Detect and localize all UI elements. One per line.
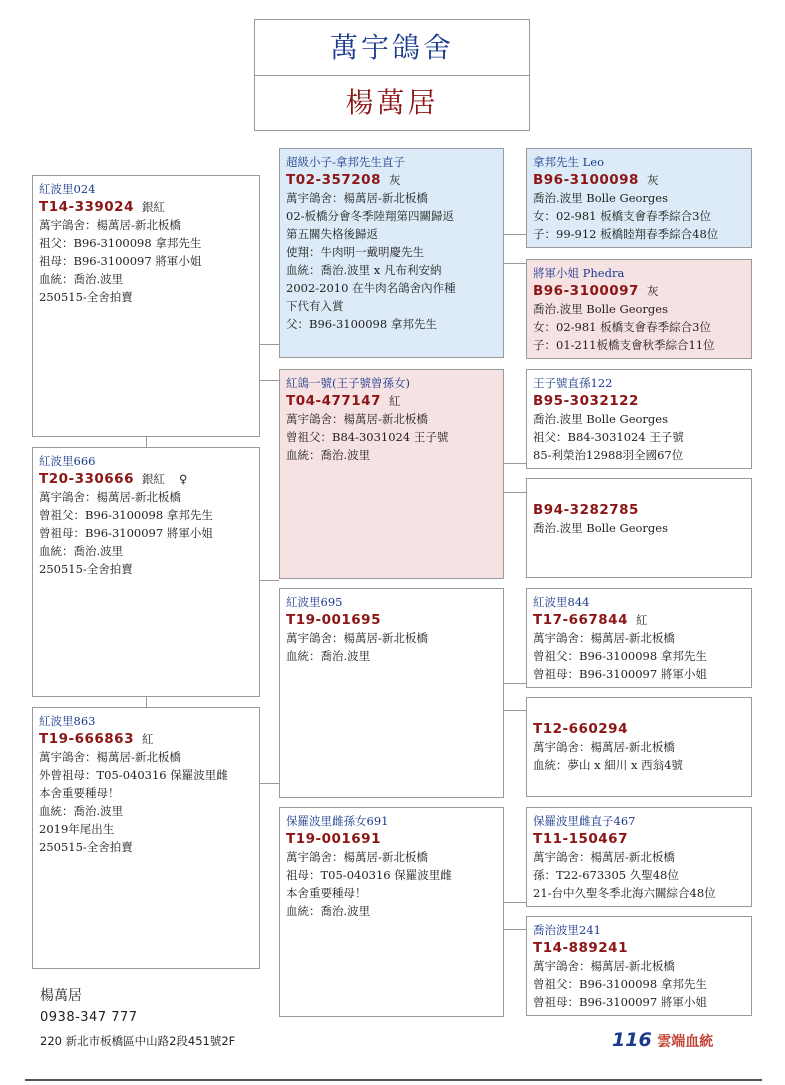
info-line: 血統：喬治.波里 [39, 804, 124, 818]
plumage-color: 紅 [141, 732, 154, 746]
info-line: 2002-2010 在牛肉名鴿舍內作種 [286, 281, 456, 295]
info-line: 萬宇鴿舍：楊萬居-新北板橋 [286, 191, 428, 205]
info-line: 子：99-912 板橋睦翔春季綜合48位 [533, 227, 719, 241]
pigeon-name: 王子號直孫122 [533, 376, 613, 390]
info-line: 萬宇鴿舍：楊萬居-新北板橋 [286, 412, 428, 426]
pigeon-name: 保羅波里雌直子467 [533, 814, 636, 828]
brand-logo[interactable] [612, 1029, 713, 1051]
info-line: 250515-全舍拍賣 [39, 562, 133, 576]
connector-line [504, 902, 526, 903]
pigeon-card-phedra [526, 259, 752, 359]
info-line: 喬治.波里 Bolle Georges [533, 302, 668, 316]
pigeon-card-sibling-863 [32, 707, 260, 969]
info-line: 萬宇鴿舍：楊萬居-新北板橋 [533, 850, 675, 864]
ring-number: T19-001691 [286, 831, 381, 847]
info-line: 21-台中久聖冬季北海六關綜合48位 [533, 886, 716, 900]
plumage-color: 灰 [388, 173, 401, 187]
info-line: 曾祖母：B96-3100097 將軍小姐 [533, 667, 707, 681]
info-line: 祖母：T05-040316 保羅波里雌 [286, 868, 452, 882]
connector-line [504, 683, 526, 684]
info-line: 血統：喬治.波里 x 凡布利安納 [286, 263, 442, 277]
info-line: 萬宇鴿舍：楊萬居-新北板橋 [39, 750, 181, 764]
pigeon-card-467 [526, 807, 752, 907]
info-line: 父：B96-3100098 拿邦先生 [286, 317, 437, 331]
ring-number: T19-001695 [286, 612, 381, 628]
info-line: 萬宇鴿舍：楊萬居-新北板橋 [533, 740, 675, 754]
info-line: 曾祖父：B96-3100098 拿邦先生 [533, 649, 707, 663]
connector-line [146, 437, 147, 447]
pigeon-card-785 [526, 478, 752, 578]
connector-line [504, 234, 526, 235]
connector-line [504, 492, 526, 493]
info-line: 85-利榮治12988羽全國67位 [533, 448, 684, 462]
plumage-color: 銀紅 [141, 200, 165, 214]
info-line: 曾祖父：B84-3031024 王子號 [286, 430, 449, 444]
info-line: 曾祖母：B96-3100097 將軍小姐 [533, 995, 707, 1009]
ring-number: T17-667844 [533, 612, 628, 628]
pigeon-card-691 [279, 807, 504, 1017]
female-sex-icon: ♀ [178, 472, 188, 486]
connector-line [504, 463, 526, 464]
plumage-color: 灰 [646, 173, 659, 187]
footer-phone: 0938-347 777 [40, 1010, 138, 1025]
info-line: 血統：喬治.波里 [286, 904, 371, 918]
info-line: 曾祖母：B96-3100097 將軍小姐 [39, 526, 213, 540]
pigeon-name: 紅波里844 [533, 595, 590, 609]
pigeon-name: 紅波里024 [39, 182, 96, 196]
loft-title: 萬宇鴿舍 [255, 20, 529, 76]
plumage-color: 紅 [635, 613, 648, 627]
bottom-divider [25, 1079, 762, 1081]
ring-number: T19-666863 [39, 731, 134, 747]
pigeon-name: 喬治波里241 [533, 923, 601, 937]
info-line: 喬治.波里 Bolle Georges [533, 191, 668, 205]
info-line: 孫：T22-673305 久聖48位 [533, 868, 679, 882]
info-line: 2019年尾出生 [39, 822, 115, 836]
ring-number: T02-357208 [286, 172, 381, 188]
pigeon-name: 紅鴿一號(王子號曾孫女) [286, 376, 410, 390]
ring-number: T11-150467 [533, 831, 628, 847]
ring-number: B94-3282785 [533, 502, 639, 518]
info-line: 本舍重要種母！ [286, 886, 367, 900]
info-line: 使翔：牛肉明一戴明慶先生 [286, 245, 424, 259]
ring-number: T12-660294 [533, 721, 628, 737]
pigeon-card-dam [279, 369, 504, 579]
info-line: 祖父：B96-3100098 拿邦先生 [39, 236, 202, 250]
connector-line [260, 580, 279, 581]
pigeon-name: 將軍小姐 Phedra [533, 266, 625, 280]
pigeon-name: 超級小子-拿邦先生直子 [286, 155, 405, 169]
info-line: 02-板橋分會冬季陸翔第四關歸返 [286, 209, 455, 223]
plumage-color: 銀紅 [141, 472, 165, 486]
pigeon-card-844 [526, 588, 752, 688]
ring-number: T04-477147 [286, 393, 381, 409]
info-line: 祖母：B96-3100097 將軍小姐 [39, 254, 202, 268]
info-line: 血統：喬治.波里 [39, 272, 124, 286]
info-line: 下代有入賞 [286, 299, 344, 313]
pigeon-card-subject [32, 175, 260, 437]
connector-line [260, 344, 279, 345]
info-line: 萬宇鴿舍：楊萬居-新北板橋 [39, 490, 181, 504]
connector-line [504, 710, 526, 711]
plumage-color: 灰 [646, 284, 659, 298]
info-line: 曾祖父：B96-3100098 拿邦先生 [39, 508, 213, 522]
logo-number: 116 [612, 1029, 652, 1051]
footer-owner: 楊萬居 [40, 988, 82, 1004]
info-line: 外曾祖母：T05-040316 保羅波里雌 [39, 768, 228, 782]
info-line: 子：01-211板橋支會秋季綜合11位 [533, 338, 715, 352]
pigeon-card-695 [279, 588, 504, 798]
info-line: 萬宇鴿舍：楊萬居-新北板橋 [533, 959, 675, 973]
pigeon-name: 拿邦先生 Leo [533, 155, 605, 169]
info-line: 曾祖父：B96-3100098 拿邦先生 [533, 977, 707, 991]
connector-line [504, 929, 526, 930]
pigeon-name: 保羅波里雌孫女691 [286, 814, 389, 828]
connector-line [504, 263, 526, 264]
ring-number: T14-339024 [39, 199, 134, 215]
ring-number: B95-3032122 [533, 393, 639, 409]
ring-number: B96-3100098 [533, 172, 639, 188]
logo-text: 雲端血統 [657, 1034, 714, 1050]
pigeon-card-leo [526, 148, 752, 248]
info-line: 血統：喬治.波里 [39, 544, 124, 558]
info-line: 女：02-981 板橋支會春季綜合3位 [533, 320, 711, 334]
info-line: 第五關失格後歸返 [286, 227, 378, 241]
footer-address: 220 新北市板橋區中山路2段451號2F [40, 1034, 236, 1048]
pigeon-card-241 [526, 916, 752, 1016]
info-line: 萬宇鴿舍：楊萬居-新北板橋 [39, 218, 181, 232]
header-box [254, 19, 530, 131]
info-line: 本舍重要種母！ [39, 786, 120, 800]
owner-title: 楊萬居 [345, 86, 439, 119]
info-line: 萬宇鴿舍：楊萬居-新北板橋 [286, 850, 428, 864]
ring-number: T14-889241 [533, 940, 628, 956]
connector-line [260, 783, 279, 784]
info-line: 喬治.波里 Bolle Georges [533, 412, 668, 426]
pigeon-card-sire [279, 148, 504, 358]
ring-number: B96-3100097 [533, 283, 639, 299]
info-line: 250515-全舍拍賣 [39, 290, 133, 304]
pigeon-card-sibling-666 [32, 447, 260, 697]
info-line: 女：02-981 板橋支會春季綜合3位 [533, 209, 711, 223]
pigeon-name: 紅波里695 [286, 595, 343, 609]
info-line: 萬宇鴿舍：楊萬居-新北板橋 [286, 631, 428, 645]
info-line: 萬宇鴿舍：楊萬居-新北板橋 [533, 631, 675, 645]
info-line: 血統：夢山 x 細川 x 西翁4號 [533, 758, 683, 772]
info-line: 血統：喬治.波里 [286, 448, 371, 462]
info-line: 250515-全舍拍賣 [39, 840, 133, 854]
pigeon-card-294 [526, 697, 752, 797]
pigeon-name: 紅波里666 [39, 454, 96, 468]
connector-line [146, 697, 147, 707]
pigeon-name: 紅波里863 [39, 714, 96, 728]
connector-line [260, 380, 279, 381]
info-line: 血統：喬治.波里 [286, 649, 371, 663]
info-line: 祖父：B84-3031024 王子號 [533, 430, 684, 444]
info-line: 喬治.波里 Bolle Georges [533, 521, 668, 535]
pigeon-card-122 [526, 369, 752, 469]
ring-number: T20-330666 [39, 471, 134, 487]
plumage-color: 紅 [388, 394, 401, 408]
